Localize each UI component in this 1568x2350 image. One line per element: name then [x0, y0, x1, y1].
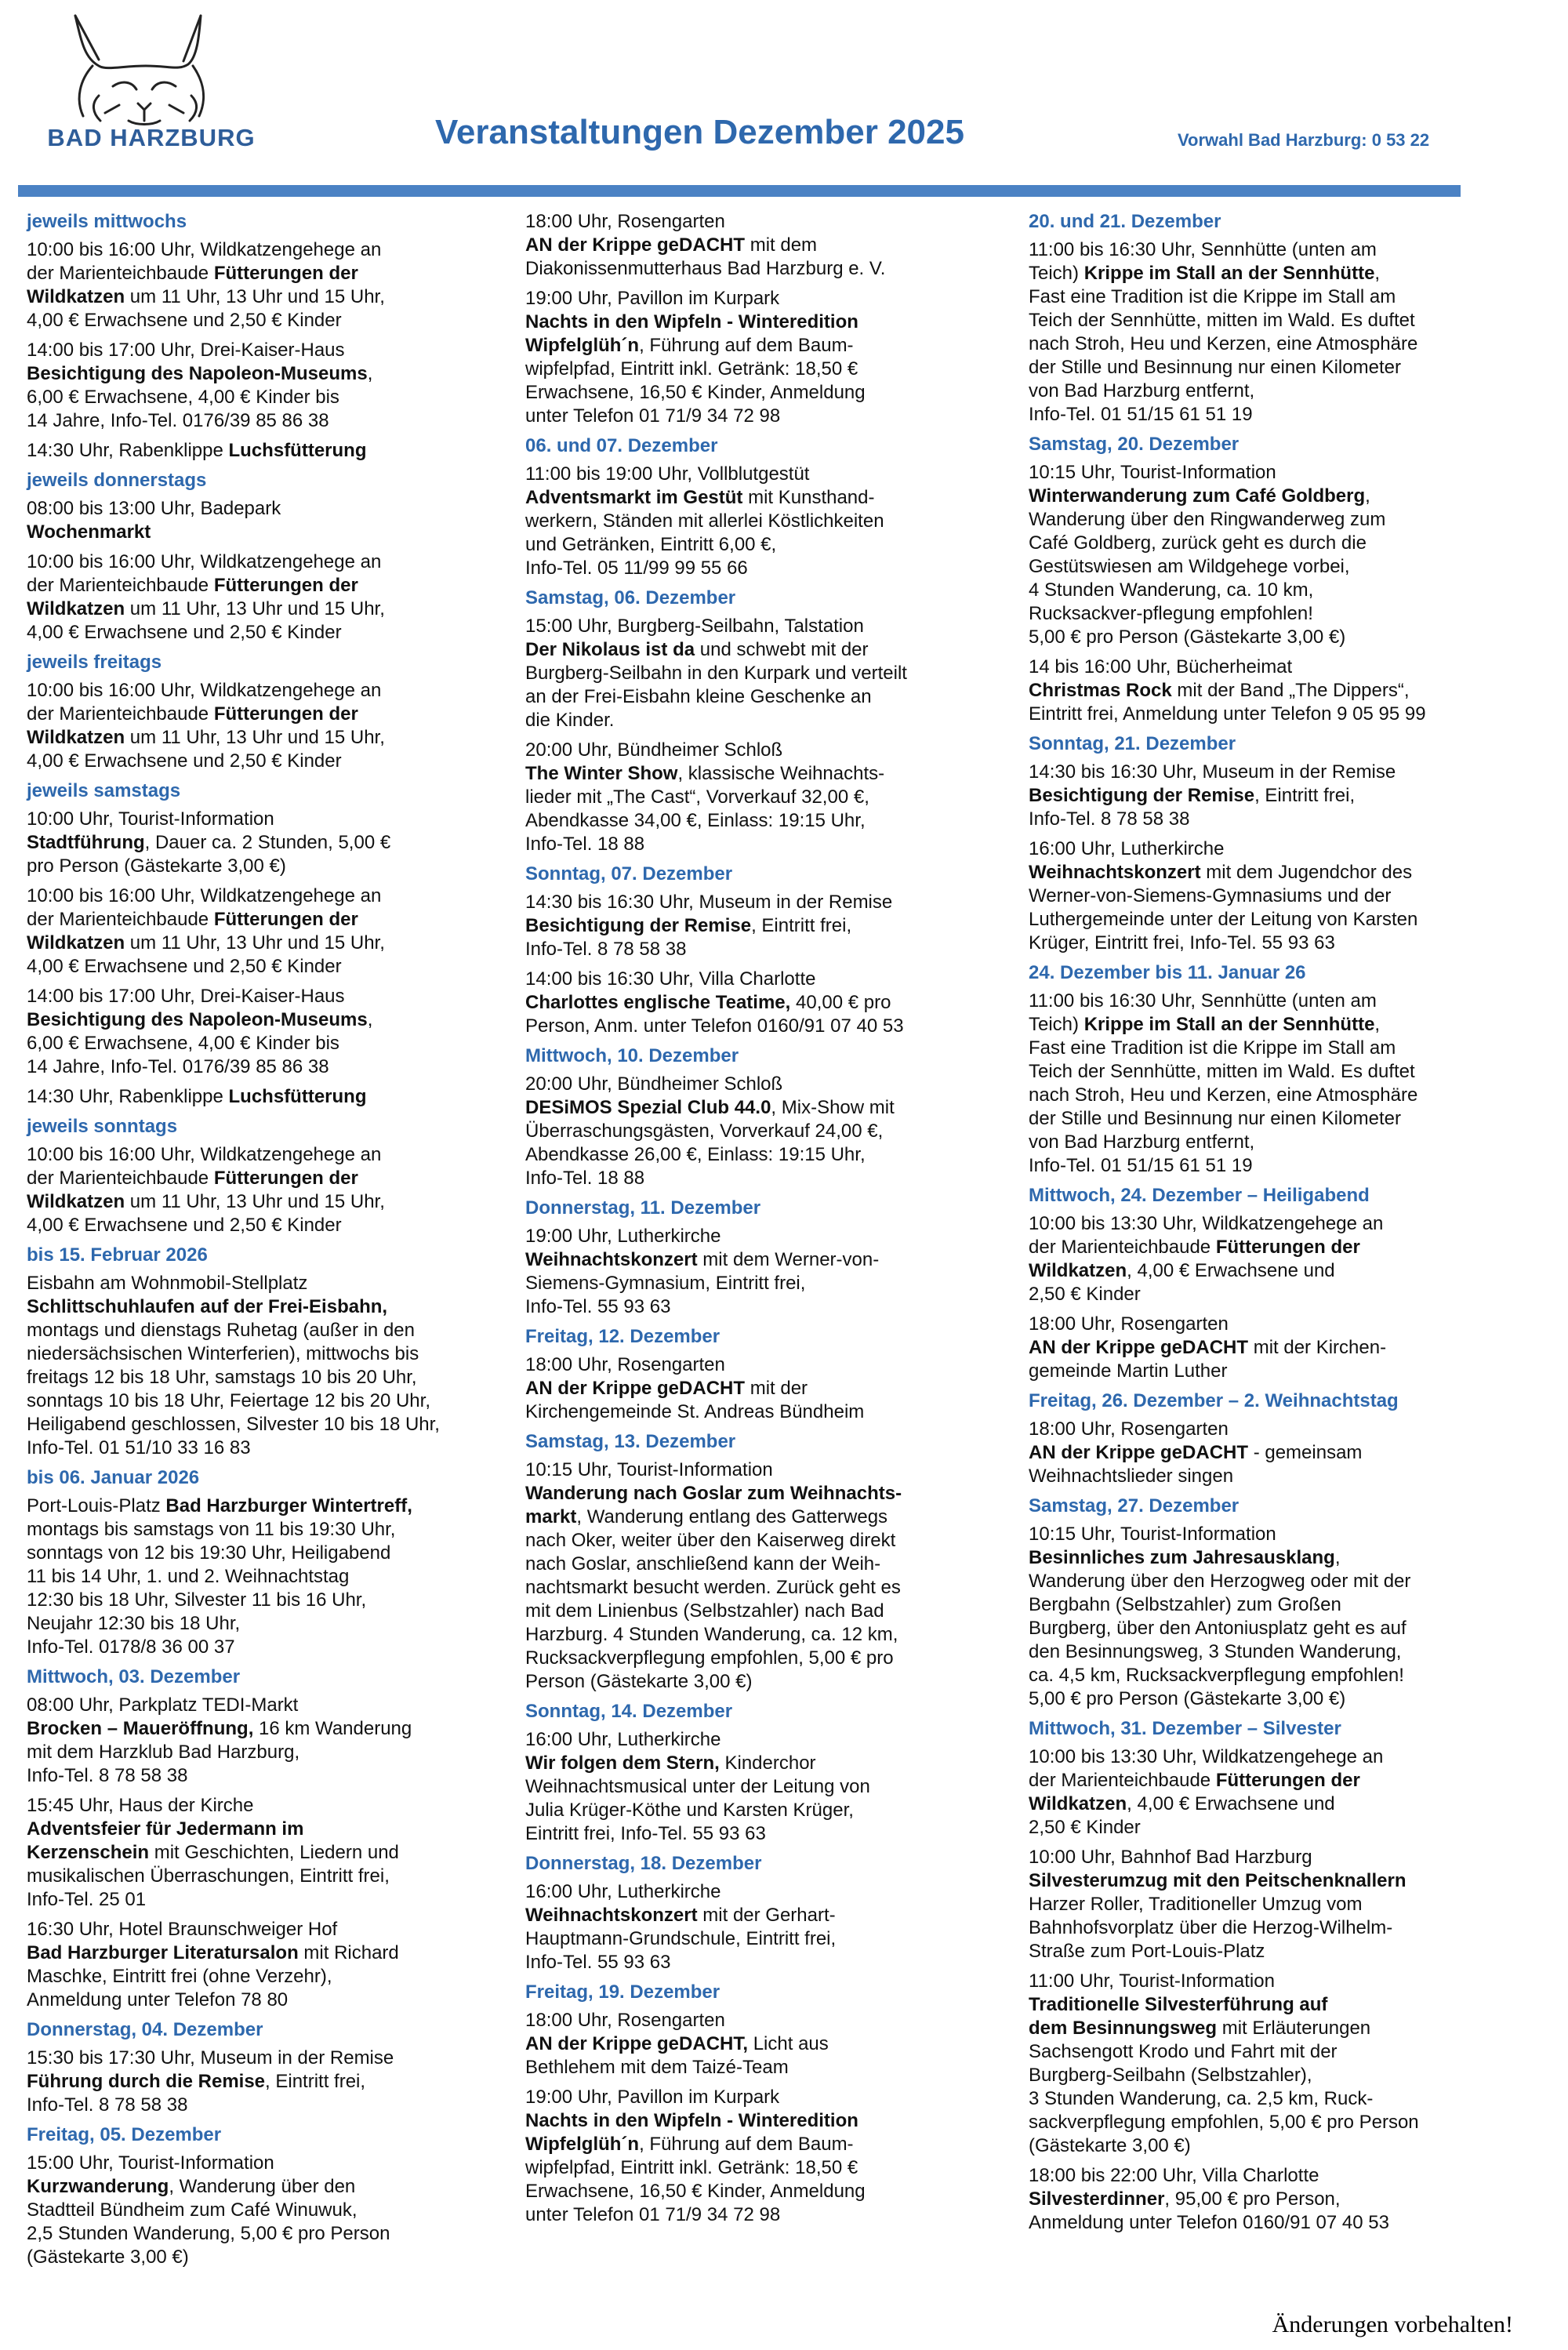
- date-heading: Samstag, 20. Dezember: [1029, 434, 1240, 455]
- event-info: mit Erläuterungen Sachsengott Krodo und Fahrt mit der Burgberg-Seilbahn (Selbstzahler), 3 Stunden Wanderung, ca. 2,5 km, Ruck- sackverpflegung empfohlen, 5,00 € pro Person (Gästekarte 3,00 €): [1029, 2018, 1419, 2156]
- date-heading: Donnerstag, 04. Dezember: [27, 2019, 263, 2040]
- event-entry: [1029, 1212, 1468, 1306]
- event-details: 10:15 Uhr, Tourist-Information: [1029, 1524, 1276, 1545]
- event-title: The Winter Show: [525, 763, 678, 784]
- page-title: Veranstaltungen Dezember 2025: [435, 113, 964, 151]
- event-details: 16:30 Uhr, Hotel Braunschweiger Hof: [27, 1919, 338, 1940]
- date-heading: Freitag, 19. Dezember: [525, 1981, 720, 2003]
- date-heading: jeweils donnerstags: [27, 470, 207, 491]
- event-details: 18:00 Uhr, Rosengarten: [1029, 1313, 1229, 1335]
- event-entry: [27, 1918, 497, 2012]
- event-details: 10:00 bis 13:30 Uhr, Wildkatzengehege an der Marienteichbaude: [1029, 1746, 1384, 1791]
- date-heading: jeweils freitags: [27, 652, 162, 673]
- event-entry: [27, 339, 497, 433]
- event-details: 08:00 bis 13:00 Uhr, Badepark: [27, 498, 281, 519]
- event-title: Besinnliches zum Jahresausklang: [1029, 1547, 1335, 1568]
- event-title: Weihnachtskonzert: [1029, 862, 1201, 883]
- date-heading: bis 06. Januar 2026: [27, 1467, 200, 1488]
- event-title: Der Nikolaus ist da: [525, 639, 695, 660]
- event-title: Christmas Rock: [1029, 680, 1172, 701]
- event-info: , 6,00 € Erwachsene, 4,00 € Kinder bis 14 Jahre, Info-Tel. 0176/39 85 86 38: [27, 1009, 373, 1077]
- event-title: Traditionelle Silvesterführung auf dem Besinnungsweg: [1029, 1994, 1328, 2039]
- date-heading: 06. und 07. Dezember: [525, 435, 718, 456]
- event-title: AN der Krippe geDACHT: [1029, 1337, 1249, 1358]
- event-info: , 4,00 € Erwachsene und 2,50 € Kinder: [1029, 1793, 1335, 1838]
- event-info: , Eintritt frei, Info-Tel. 8 78 58 38: [525, 915, 852, 960]
- logo: [38, 11, 254, 152]
- event-entry: [27, 884, 497, 979]
- date-heading: Donnerstag, 18. Dezember: [525, 1853, 762, 1874]
- event-entry: [1029, 1313, 1468, 1383]
- event-info: , Wanderung entlang des Gatterwegs nach Oker, weiter über den Kaiserweg direkt nach Goslar, anschließend kann der Weih- nachtsmarkt besucht werden. Zurück geht es mit dem Linienbus (Selbstzahler) nach Bad Harzburg. 4 Stunden Wanderung, ca. 12 km, Rucksackverpflegung empfohlen, 5,00 € pro Person (Gästekarte 3,00 €): [525, 1506, 901, 1692]
- footer-note: Änderungen vorbehalten!: [1272, 2312, 1513, 2337]
- event-title: Nachts in den Wipfeln - Winteredition Wipfelglüh´n: [525, 2110, 858, 2155]
- event-details: 14:30 Uhr, Rabenklippe: [27, 1086, 229, 1107]
- event-entry: [27, 1794, 497, 1912]
- event-info: mit dem Jugendchor des Werner-von-Siemens-Gymnasiums und der Luthergemeinde unter der Leitung von Karsten Krüger, Eintritt frei, Info-Tel. 55 93 63: [1029, 862, 1418, 953]
- column-2: [525, 210, 1011, 2233]
- event-title: Bad Harzburger Literatursalon: [27, 1942, 299, 1963]
- event-details: 10:00 bis 16:00 Uhr, Wildkatzengehege an der Marienteichbaude: [27, 680, 382, 725]
- event-title: Fütterungen der Wildkatzen: [27, 909, 358, 953]
- event-info: montags bis samstags von 11 bis 19:30 Uhr, sonntags von 12 bis 19:30 Uhr, Heiligabend 11 bis 14 Uhr, 1. und 2. Weihnachtstag 12:30 bis 18 Uhr, Silvester 11 bis 16 Uhr, Neujahr 12:30 bis 18 Uhr, Info-Tel. 0178/8 36 00 37: [27, 1519, 396, 1658]
- event-entry: [525, 1880, 1011, 1974]
- event-details: 10:00 bis 16:00 Uhr, Wildkatzengehege an der Marienteichbaude: [27, 1144, 382, 1189]
- event-details: 19:00 Uhr, Lutherkirche: [525, 1226, 721, 1247]
- event-entry: [525, 2086, 1011, 2227]
- event-title: Besichtigung der Remise: [1029, 785, 1255, 806]
- event-entry: [525, 1458, 1011, 1694]
- event-details: 15:00 Uhr, Burgberg-Seilbahn, Talstation: [525, 616, 864, 637]
- event-details: 10:00 Uhr, Tourist-Information: [27, 808, 274, 830]
- event-details: 11:00 Uhr, Tourist-Information: [1029, 1970, 1275, 1992]
- event-title: Wanderung nach Goslar zum Weihnachts- markt: [525, 1483, 902, 1527]
- event-title: Weihnachtskonzert: [525, 1249, 698, 1270]
- date-heading: Samstag, 27. Dezember: [1029, 1495, 1240, 1516]
- event-details: 18:00 bis 22:00 Uhr, Villa Charlotte: [1029, 2165, 1319, 2186]
- event-title: Silvesterumzug mit den Peitschenknallern: [1029, 1870, 1406, 1891]
- event-title: Fütterungen der Wildkatzen: [1029, 1770, 1360, 1814]
- event-info: , Fast eine Tradition ist die Krippe im Stall am Teich der Sennhütte, mitten im Wald. Es duftet nach Stroh, Heu und Kerzen, eine Atmosphäre der Stille und Besinnung nur einen Kilometer von Bad Harzburg entfernt, Info-Tel. 01 51/15 61 51 19: [1029, 1014, 1418, 1176]
- event-info: , Führung auf dem Baum- wipfelpfad, Eintritt inkl. Getränk: 18,50 € Erwachsene, 16,50 € Kinder, Anmeldung unter Telefon 01 71/9 34 72 98: [525, 2134, 866, 2225]
- date-heading: bis 15. Februar 2026: [27, 1244, 208, 1266]
- event-entry: [27, 238, 497, 332]
- event-info: mit dem Diakonissenmutterhaus Bad Harzburg e. V.: [525, 234, 886, 279]
- header-divider: [18, 185, 1461, 197]
- event-title: Fütterungen der Wildkatzen: [27, 575, 358, 619]
- event-title: Luchsfütterung: [228, 440, 367, 461]
- event-info: um 11 Uhr, 13 Uhr und 15 Uhr, 4,00 € Erwachsene und 2,50 € Kinder: [27, 286, 385, 331]
- event-entry: [1029, 990, 1468, 1178]
- event-info: , 95,00 € pro Person, Anmeldung unter Telefon 0160/91 07 40 53: [1029, 2188, 1389, 2233]
- event-details: 16:00 Uhr, Lutherkirche: [525, 1729, 721, 1750]
- event-details: 18:00 Uhr, Rosengarten: [1029, 1418, 1229, 1440]
- area-code: Vorwahl Bad Harzburg: 0 53 22: [1178, 130, 1430, 150]
- event-entry: [525, 739, 1011, 856]
- event-details: 18:00 Uhr, Rosengarten: [525, 1354, 725, 1375]
- event-info: , klassische Weihnachts- lieder mit „The Cast“, Vorverkauf 32,00 €, Abendkasse 34,00 €, Einlass: 19:15 Uhr, Info-Tel. 18 88: [525, 763, 885, 855]
- event-details: 16:00 Uhr, Lutherkirche: [525, 1881, 721, 1902]
- date-heading: Freitag, 26. Dezember – 2. Weihnachtstag: [1029, 1390, 1399, 1411]
- event-title: Besichtigung der Remise: [525, 915, 752, 936]
- event-info: , Fast eine Tradition ist die Krippe im Stall am Teich der Sennhütte, mitten im Wald. Es duftet nach Stroh, Heu und Kerzen, eine Atmosphäre der Stille und Besinnung nur einen Kilometer von Bad Harzburg entfernt, Info-Tel. 01 51/15 61 51 19: [1029, 263, 1418, 425]
- event-entry: [27, 1085, 497, 1109]
- event-details: 14:30 bis 16:30 Uhr, Museum in der Remise: [525, 892, 893, 913]
- event-info: 40,00 € pro Person, Anm. unter Telefon 0160/91 07 40 53: [525, 992, 904, 1037]
- event-info: montags und dienstags Ruhetag (außer in den niedersächsischen Winterferien), mittwochs bis freitags 12 bis 18 Uhr, samstags 10 bis 20 Uhr, sonntags 10 bis 18 Uhr, Feiertage 12 bis 20 Uhr, Heiligabend geschlossen, Silvester 10 bis 18 Uhr, Info-Tel. 01 51/10 33 16 83: [27, 1320, 440, 1458]
- date-heading: Mittwoch, 24. Dezember – Heiligabend: [1029, 1185, 1370, 1206]
- logo-text: BAD HARZBURG: [47, 124, 256, 151]
- event-entry: [27, 1272, 497, 1460]
- event-entry: [27, 1495, 497, 1659]
- event-entry: [525, 615, 1011, 732]
- event-title: Winterwanderung zum Café Goldberg: [1029, 485, 1366, 507]
- event-info: , Wanderung über den Ringwanderweg zum Café Goldberg, zurück geht es durch die Gestütswiesen am Wildgehege vorbei, 4 Stunden Wanderung, ca. 10 km, Rucksackver-pflegung empfohlen! 5,00 € pro Person (Gästekarte 3,00 €): [1029, 485, 1386, 648]
- event-info: und schwebt mit der Burgberg-Seilbahn in den Kurpark und verteilt an der Frei-Eisbahn kleine Geschenke an die Kinder.: [525, 639, 907, 731]
- event-entry: [1029, 837, 1468, 955]
- event-entry: [27, 550, 497, 645]
- date-heading: 24. Dezember bis 11. Januar 26: [1029, 962, 1306, 983]
- date-heading: Sonntag, 14. Dezember: [525, 1701, 733, 1722]
- event-entry: [27, 679, 497, 773]
- event-details: 14 bis 16:00 Uhr, Bücherheimat: [1029, 656, 1293, 677]
- date-heading: jeweils samstags: [27, 780, 181, 801]
- event-title: Krippe im Stall an der Sennhütte: [1083, 263, 1375, 284]
- event-title: Charlottes englische Teatime,: [525, 992, 791, 1013]
- event-info: , 4,00 € Erwachsene und 2,50 € Kinder: [1029, 1260, 1335, 1305]
- event-details: 16:00 Uhr, Lutherkirche: [1029, 838, 1225, 859]
- event-entry: [1029, 1846, 1468, 1963]
- date-heading: Mittwoch, 10. Dezember: [525, 1045, 739, 1066]
- event-title: Besichtigung des Napoleon-Museums: [27, 1009, 368, 1030]
- event-entry: [1029, 1418, 1468, 1488]
- event-info: mit der Gerhart- Hauptmann-Grundschule, Eintritt frei, Info-Tel. 55 93 63: [525, 1905, 837, 1973]
- event-entry: [27, 497, 497, 544]
- lynx-head-icon: [44, 11, 248, 129]
- event-details: 10:15 Uhr, Tourist-Information: [1029, 462, 1276, 483]
- event-title: Weihnachtskonzert: [525, 1905, 698, 1926]
- event-details: 10:00 bis 16:00 Uhr, Wildkatzengehege an der Marienteichbaude: [27, 239, 382, 284]
- date-heading: Sonntag, 21. Dezember: [1029, 733, 1236, 754]
- event-title: Wochenmarkt: [27, 521, 151, 543]
- event-details: 08:00 Uhr, Parkplatz TEDI-Markt: [27, 1694, 299, 1716]
- event-entry: [525, 891, 1011, 961]
- event-info: , Führung auf dem Baum- wipfelpfad, Eintritt inkl. Getränk: 18,50 € Erwachsene, 16,50 € Kinder, Anmeldung unter Telefon 01 71/9 34 72 98: [525, 335, 866, 427]
- event-title: Besichtigung des Napoleon-Museums: [27, 363, 368, 384]
- column-1: [27, 210, 497, 2276]
- event-title: Fütterungen der Wildkatzen: [27, 703, 358, 748]
- event-details: 14:00 bis 16:30 Uhr, Villa Charlotte: [525, 968, 816, 990]
- date-heading: jeweils mittwochs: [27, 211, 187, 232]
- event-title: Krippe im Stall an der Sennhütte: [1083, 1014, 1375, 1035]
- event-title: Fütterungen der Wildkatzen: [1029, 1237, 1360, 1281]
- event-entry: [1029, 2164, 1468, 2235]
- event-info: 16 km Wanderung mit dem Harzklub Bad Harzburg, Info-Tel. 8 78 58 38: [27, 1718, 412, 1786]
- event-title: Schlittschuhlaufen auf der Frei-Eisbahn,: [27, 1296, 388, 1317]
- date-heading: Donnerstag, 11. Dezember: [525, 1197, 761, 1219]
- event-details: 14:00 bis 17:00 Uhr, Drei-Kaiser-Haus: [27, 340, 345, 361]
- event-info: um 11 Uhr, 13 Uhr und 15 Uhr, 4,00 € Erwachsene und 2,50 € Kinder: [27, 727, 385, 772]
- event-details: Port-Louis-Platz: [27, 1495, 166, 1516]
- event-title: AN der Krippe geDACHT: [1029, 1442, 1249, 1463]
- event-entry: [1029, 461, 1468, 649]
- event-info: , Dauer ca. 2 Stunden, 5,00 € pro Person (Gästekarte 3,00 €): [27, 832, 391, 877]
- event-title: Silvesterdinner: [1029, 2188, 1165, 2210]
- event-title: Führung durch die Remise: [27, 2071, 266, 2092]
- event-entry: [525, 968, 1011, 1038]
- event-details: 11:00 bis 19:00 Uhr, Vollblutgestüt: [525, 463, 810, 485]
- event-entry: [27, 985, 497, 1079]
- event-entry: [27, 439, 497, 463]
- event-title: AN der Krippe geDACHT,: [525, 2033, 749, 2054]
- event-details: 18:00 Uhr, Rosengarten: [525, 211, 725, 232]
- event-entry: [1029, 238, 1468, 427]
- event-info: , Wanderung über den Stadtteil Bündheim zum Café Winuwuk, 2,5 Stunden Wanderung, 5,00 € pro Person (Gästekarte 3,00 €): [27, 2176, 390, 2268]
- event-info: mit dem Werner-von- Siemens-Gymnasium, Eintritt frei, Info-Tel. 55 93 63: [525, 1249, 880, 1317]
- event-title: Adventsmarkt im Gestüt: [525, 487, 743, 508]
- event-title: Adventsfeier für Jedermann im Kerzenschein: [27, 1818, 304, 1863]
- event-info: , Wanderung über den Herzogweg oder mit der Bergbahn (Selbstzahler) zum Großen Burgberg, über den Antoniusplatz geht es auf den Besinnungsweg, 3 Stunden Wanderung, ca. 4,5 km, Rucksackverpflegung empfohlen! 5,00 € pro Person (Gästekarte 3,00 €): [1029, 1547, 1411, 1709]
- event-entry: [1029, 761, 1468, 831]
- date-heading: jeweils sonntags: [27, 1116, 178, 1137]
- event-title: Wir folgen dem Stern,: [525, 1753, 720, 1774]
- event-info: mit Richard Maschke, Eintritt frei (ohne Verzehr), Anmeldung unter Telefon 78 80: [27, 1942, 399, 2010]
- event-details: 19:00 Uhr, Pavillon im Kurpark: [525, 288, 780, 309]
- event-info: um 11 Uhr, 13 Uhr und 15 Uhr, 4,00 € Erwachsene und 2,50 € Kinder: [27, 598, 385, 643]
- date-heading: Sonntag, 07. Dezember: [525, 863, 733, 884]
- event-entry: [525, 1728, 1011, 1846]
- event-title: Stadtführung: [27, 832, 145, 853]
- event-details: 19:00 Uhr, Pavillon im Kurpark: [525, 2087, 780, 2108]
- event-info: , Eintritt frei, Info-Tel. 8 78 58 38: [1029, 785, 1356, 830]
- event-info: Harzer Roller, Traditioneller Umzug vom Bahnhofsvorplatz über die Herzog-Wilhelm- Straße zum Port-Louis-Platz: [1029, 1894, 1393, 1962]
- event-details: 18:00 Uhr, Rosengarten: [525, 2010, 725, 2031]
- event-entry: [525, 1225, 1011, 1319]
- event-details: 20:00 Uhr, Bündheimer Schloß: [525, 1073, 783, 1095]
- event-entry: [525, 210, 1011, 281]
- event-details: 11:00 bis 16:30 Uhr, Sennhütte (unten am Teich): [1029, 239, 1377, 284]
- date-heading: Samstag, 13. Dezember: [525, 1431, 736, 1452]
- event-details: 14:00 bis 17:00 Uhr, Drei-Kaiser-Haus: [27, 986, 345, 1007]
- event-details: 14:30 Uhr, Rabenklippe: [27, 440, 229, 461]
- event-entry: [27, 808, 497, 878]
- event-info: , 6,00 € Erwachsene, 4,00 € Kinder bis 14 Jahre, Info-Tel. 0176/39 85 86 38: [27, 363, 373, 431]
- event-entry: [1029, 1745, 1468, 1840]
- event-title: AN der Krippe geDACHT: [525, 234, 746, 256]
- event-info: , Eintritt frei, Info-Tel. 8 78 58 38: [27, 2071, 366, 2116]
- event-details: 10:00 bis 13:30 Uhr, Wildkatzengehege an der Marienteichbaude: [1029, 1213, 1384, 1258]
- event-info: um 11 Uhr, 13 Uhr und 15 Uhr, 4,00 € Erwachsene und 2,50 € Kinder: [27, 932, 385, 977]
- event-title: Fütterungen der Wildkatzen: [27, 263, 358, 307]
- event-info: mit der Kirchen- gemeinde Martin Luther: [1029, 1337, 1387, 1382]
- event-entry: [525, 1073, 1011, 1190]
- event-entry: [1029, 1523, 1468, 1711]
- event-entry: [27, 2047, 497, 2117]
- event-info: um 11 Uhr, 13 Uhr und 15 Uhr, 4,00 € Erwachsene und 2,50 € Kinder: [27, 1191, 385, 1236]
- event-entry: [27, 2152, 497, 2269]
- event-entry: [27, 1694, 497, 1788]
- event-title: DESiMOS Spezial Club 44.0: [525, 1097, 771, 1118]
- event-title: Nachts in den Wipfeln - Winteredition Wipfelglüh´n: [525, 311, 858, 356]
- event-details: 10:15 Uhr, Tourist-Information: [525, 1459, 773, 1480]
- event-details: 15:45 Uhr, Haus der Kirche: [27, 1795, 254, 1816]
- event-details: 10:00 bis 16:00 Uhr, Wildkatzengehege an der Marienteichbaude: [27, 551, 382, 596]
- date-heading: Mittwoch, 31. Dezember – Silvester: [1029, 1718, 1341, 1739]
- event-info: Kinderchor Weihnachtsmusical unter der Leitung von Julia Krüger-Köthe und Karsten Krüger, Eintritt frei, Info-Tel. 55 93 63: [525, 1753, 870, 1844]
- event-entry: [1029, 656, 1468, 726]
- event-details: Eisbahn am Wohnmobil-Stellplatz: [27, 1273, 308, 1294]
- event-details: 20:00 Uhr, Bündheimer Schloß: [525, 739, 783, 761]
- event-entry: [1029, 1970, 1468, 2158]
- event-info: mit der Band „The Dippers“, Eintritt frei, Anmeldung unter Telefon 9 05 95 99: [1029, 680, 1426, 725]
- event-info: Licht aus Bethlehem mit dem Taizé-Team: [525, 2033, 829, 2078]
- date-heading: Freitag, 12. Dezember: [525, 1326, 720, 1347]
- event-details: 10:00 Uhr, Bahnhof Bad Harzburg: [1029, 1847, 1312, 1868]
- event-title: Bad Harzburger Wintertreff,: [165, 1495, 412, 1516]
- event-info: , Mix-Show mit Überraschungsgästen, Vorverkauf 24,00 €, Abendkasse 26,00 €, Einlass: 19:15 Uhr, Info-Tel. 18 88: [525, 1097, 895, 1189]
- event-entry: [525, 2009, 1011, 2079]
- column-3: [1029, 210, 1468, 2241]
- event-title: AN der Krippe geDACHT: [525, 1378, 746, 1399]
- date-heading: Freitag, 05. Dezember: [27, 2124, 222, 2145]
- event-entry: [525, 1353, 1011, 1424]
- event-details: 11:00 bis 16:30 Uhr, Sennhütte (unten am Teich): [1029, 990, 1377, 1035]
- event-entry: [525, 463, 1011, 580]
- date-heading: 20. und 21. Dezember: [1029, 211, 1221, 232]
- date-heading: Samstag, 06. Dezember: [525, 587, 736, 608]
- event-entry: [525, 287, 1011, 428]
- event-title: Fütterungen der Wildkatzen: [27, 1168, 358, 1212]
- event-title: Brocken – Maueröffnung,: [27, 1718, 254, 1739]
- event-title: Luchsfütterung: [228, 1086, 367, 1107]
- event-info: mit Kunsthand- werkern, Ständen mit allerlei Köstlichkeiten und Getränken, Eintritt 6,00 €, Info-Tel. 05 11/99 99 55 66: [525, 487, 884, 579]
- event-info: mit der Kirchengemeinde St. Andreas Bündheim: [525, 1378, 865, 1422]
- event-info: - gemeinsam Weihnachtslieder singen: [1029, 1442, 1363, 1487]
- date-heading: Mittwoch, 03. Dezember: [27, 1666, 241, 1687]
- event-entry: [27, 1143, 497, 1237]
- event-title: Kurzwanderung: [27, 2176, 169, 2197]
- event-details: 10:00 bis 16:00 Uhr, Wildkatzengehege an der Marienteichbaude: [27, 885, 382, 930]
- event-details: 15:00 Uhr, Tourist-Information: [27, 2152, 274, 2174]
- event-details: 14:30 bis 16:30 Uhr, Museum in der Remise: [1029, 761, 1396, 783]
- event-info: mit Geschichten, Liedern und musikalischen Überraschungen, Eintritt frei, Info-Tel. 25 01: [27, 1842, 399, 1910]
- event-details: 15:30 bis 17:30 Uhr, Museum in der Remise: [27, 2047, 394, 2069]
